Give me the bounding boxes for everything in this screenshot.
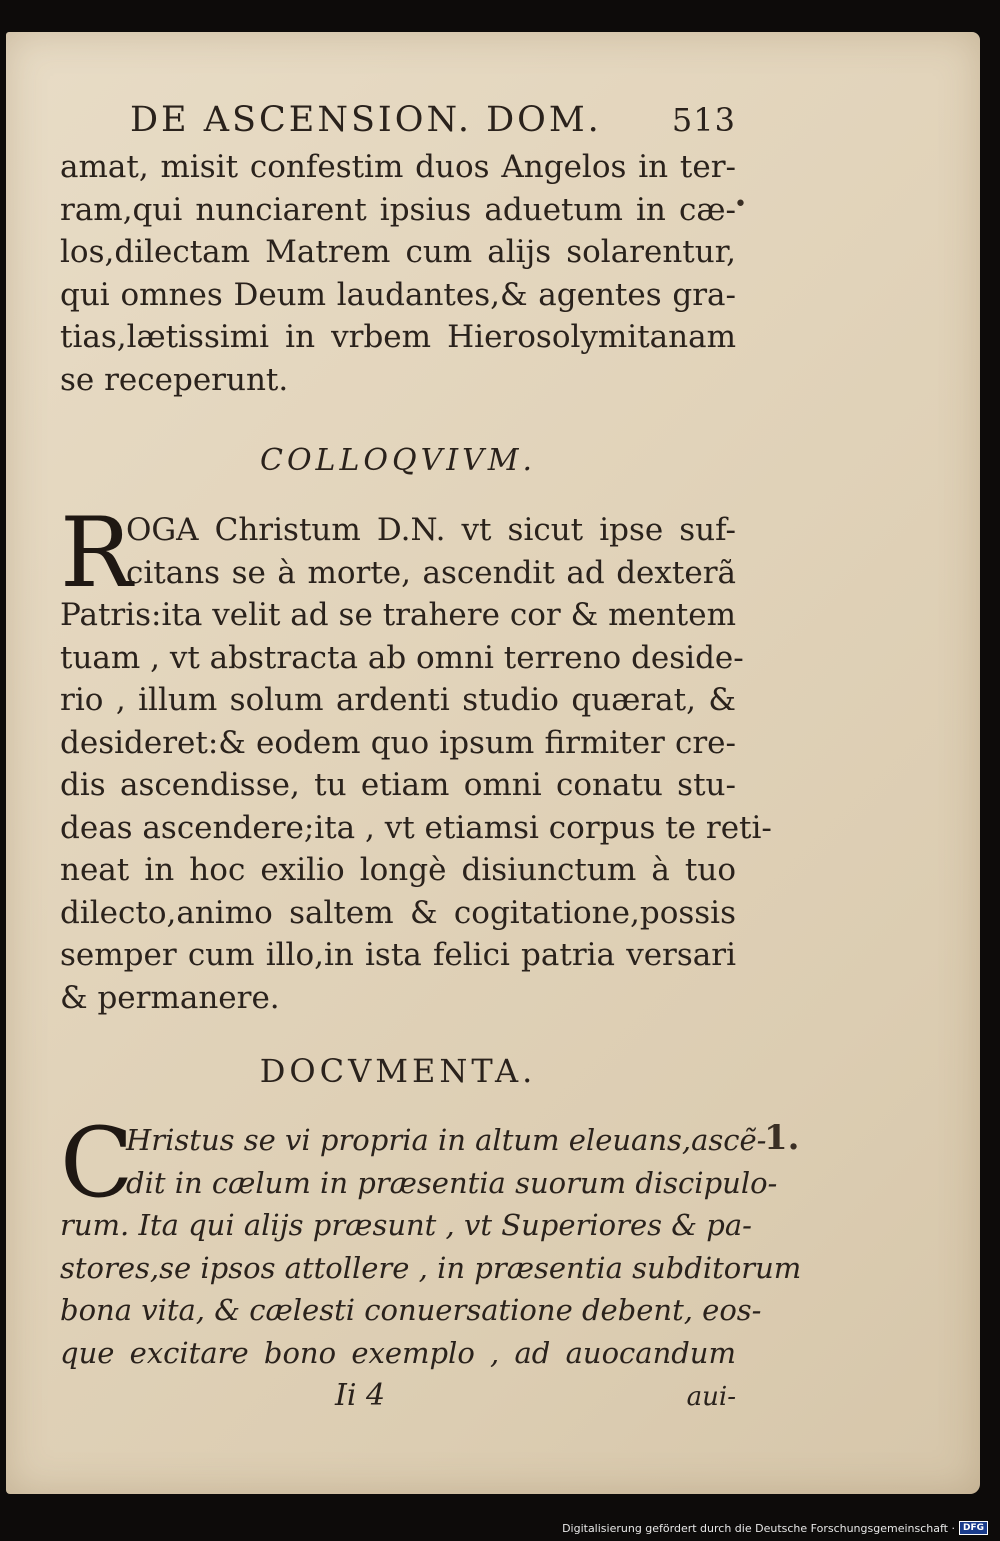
text-block	[60, 100, 802, 1424]
signature-mark: Ii 4	[335, 1378, 386, 1413]
text-line: que excitare bono exemplo , ad auocandum	[60, 1335, 736, 1370]
text-line: OGA Christum D.N. vt sicut ipse suf-	[126, 512, 736, 548]
catchword: aui-	[686, 1382, 736, 1412]
text-line: ram,qui nunciarent ipsius aduetum in cæ-	[60, 191, 736, 228]
text-line: bona vita, & cælesti conuersatione debent, eos-	[60, 1293, 762, 1327]
text-line: deas ascendere;ita , vt etiamsi corpus te reti-	[60, 809, 772, 846]
running-head	[60, 100, 736, 146]
text-line: desideret:& eodem quo ipsum firmiter cre-	[60, 724, 736, 761]
drop-cap: R	[60, 497, 133, 609]
signature-line	[60, 1378, 736, 1424]
section-heading-documenta: DOCVMENTA.	[259, 1052, 537, 1090]
text-line: amat, misit confestim duos Angelos in ter-	[60, 149, 736, 185]
text-line: tias,lætissimi in vrbem Hierosolymitanam	[60, 319, 736, 355]
text-line: semper cum illo,in ista felici patria versari	[60, 937, 736, 973]
colloquium-paragraph	[60, 497, 772, 1019]
section-heading-colloquium: COLLOQVIVM.	[259, 443, 537, 478]
text-line: los,dilectam Matrem cum alijs solarentur,	[60, 234, 736, 270]
drop-cap: C	[60, 1107, 134, 1219]
running-head-title: DE ASCENSION. DOM.	[130, 100, 602, 140]
margin-number: 1.	[764, 1118, 800, 1158]
book-page	[6, 32, 980, 1494]
margin-dot: •	[734, 192, 747, 217]
documenta-paragraph	[60, 1107, 802, 1374]
footer-credit	[562, 1521, 988, 1535]
text-line: Patris:ita velit ad se trahere cor & mentem	[60, 597, 736, 633]
text-line: qui omnes Deum laudantes,& agentes gra-	[60, 276, 736, 313]
footer-text: Digitalisierung gefördert durch die Deutsche Forschungsgemeinschaft ·	[562, 1521, 955, 1535]
text-line: tuam , vt abstracta ab omni terreno deside-	[60, 639, 744, 676]
text-line: & permanere.	[60, 979, 280, 1016]
text-line: dit in cælum in præsentia suorum discipulo-	[126, 1165, 778, 1200]
intro-paragraph	[60, 146, 736, 401]
text-line: rum. Ita qui alijs præsunt , vt Superiores & pa-	[60, 1208, 752, 1242]
text-line: se receperunt.	[60, 361, 289, 398]
page-number: 513	[671, 101, 736, 139]
text-line: Hristus se vi propria in altum eleuans,ascẽ-	[126, 1123, 767, 1157]
dfg-logo: DFG	[959, 1521, 988, 1535]
text-line: citans se à morte, ascendit ad dexterã	[126, 554, 736, 591]
text-line: stores,se ipsos attollere , in præsentia subditorum	[60, 1250, 802, 1285]
text-line: rio , illum solum ardenti studio quærat, &	[60, 682, 736, 718]
text-line: dilecto,animo saltem & cogitatione,possis	[60, 894, 736, 931]
text-line: neat in hoc exilio longè disiunctum à tuo	[60, 852, 736, 888]
text-line: dis ascendisse, tu etiam omni conatu stu-	[60, 767, 736, 803]
